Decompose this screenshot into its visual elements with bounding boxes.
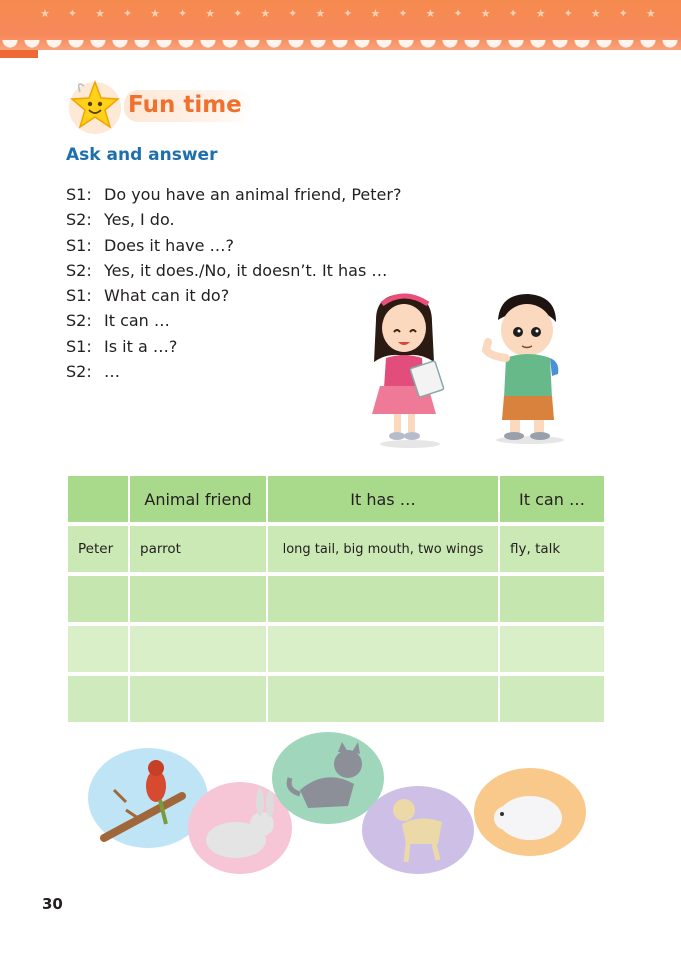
dialogue-line <box>66 233 401 258</box>
kids-illustration <box>370 290 570 450</box>
table-cell-name <box>68 576 130 622</box>
speaker: S1: <box>66 336 92 356</box>
table-cell-name: Peter <box>68 526 130 572</box>
table-cell-features <box>268 576 500 622</box>
table-cell-abilities: fly, talk <box>500 526 604 572</box>
dialogue-line <box>66 334 401 359</box>
header-cell-it-can: It can … <box>500 476 604 522</box>
table-cell-features <box>268 626 500 672</box>
table-cell-features <box>268 676 500 722</box>
table-row <box>68 676 604 722</box>
table-cell-animal <box>130 626 268 672</box>
table-cell-animal <box>130 676 268 722</box>
dialogue <box>66 182 401 384</box>
speaker: S1: <box>66 286 92 306</box>
activity-subtitle: Ask and answer <box>66 145 218 165</box>
dialogue-line <box>66 308 401 333</box>
smiling-star-icon <box>66 76 124 136</box>
line-text: Is it a …? <box>104 336 178 356</box>
table-cell-name <box>68 626 130 672</box>
section-title: Fun time <box>124 90 252 122</box>
page-number: 30 <box>42 895 63 913</box>
header-cell-it-has: It has … <box>268 476 500 522</box>
speaker: S2: <box>66 260 92 280</box>
speaker: S2: <box>66 362 92 382</box>
dialogue-line <box>66 207 401 232</box>
animals-illustration <box>86 728 606 878</box>
banner-stars-decoration: ★✦★✦★✦★✦★✦★✦★✦★✦★✦★✦★✦★ <box>40 7 674 20</box>
dog-bubble <box>362 786 474 874</box>
table-cell-name <box>68 676 130 722</box>
table-cell-abilities <box>500 576 604 622</box>
line-text: Yes, it does./No, it doesn’t. It has … <box>104 260 388 280</box>
speaker: S1: <box>66 185 92 204</box>
line-text: Yes, I do. <box>104 210 175 230</box>
table-cell-features: long tail, big mouth, two wings <box>268 526 500 572</box>
line-text: What can it do? <box>104 286 230 306</box>
table-row <box>68 526 604 572</box>
line-text: … <box>104 362 120 382</box>
header-cell <box>68 476 130 522</box>
section-header <box>66 76 266 138</box>
table-row <box>68 626 604 672</box>
guinea-pig-bubble <box>474 768 586 856</box>
speaker: S2: <box>66 210 92 230</box>
table-cell-abilities <box>500 626 604 672</box>
speaker: S2: <box>66 311 92 331</box>
table-cell-abilities <box>500 676 604 722</box>
speaker: S1: <box>66 235 92 255</box>
animal-friend-table <box>68 476 604 726</box>
line-text: Does it have …? <box>104 235 235 255</box>
line-text: It can … <box>104 311 170 331</box>
dialogue-line <box>66 359 401 384</box>
dialogue-line <box>66 182 401 207</box>
table-cell-animal <box>130 576 268 622</box>
dialogue-line <box>66 283 401 308</box>
dialogue-line <box>66 258 401 283</box>
cat-bubble <box>272 732 384 824</box>
header-cell-animal-friend: Animal friend <box>130 476 268 522</box>
table-cell-animal: parrot <box>130 526 268 572</box>
line-text: Do you have an animal friend, Peter? <box>104 185 402 204</box>
table-row <box>68 576 604 622</box>
top-banner <box>0 0 681 50</box>
table-header-row <box>68 476 604 522</box>
